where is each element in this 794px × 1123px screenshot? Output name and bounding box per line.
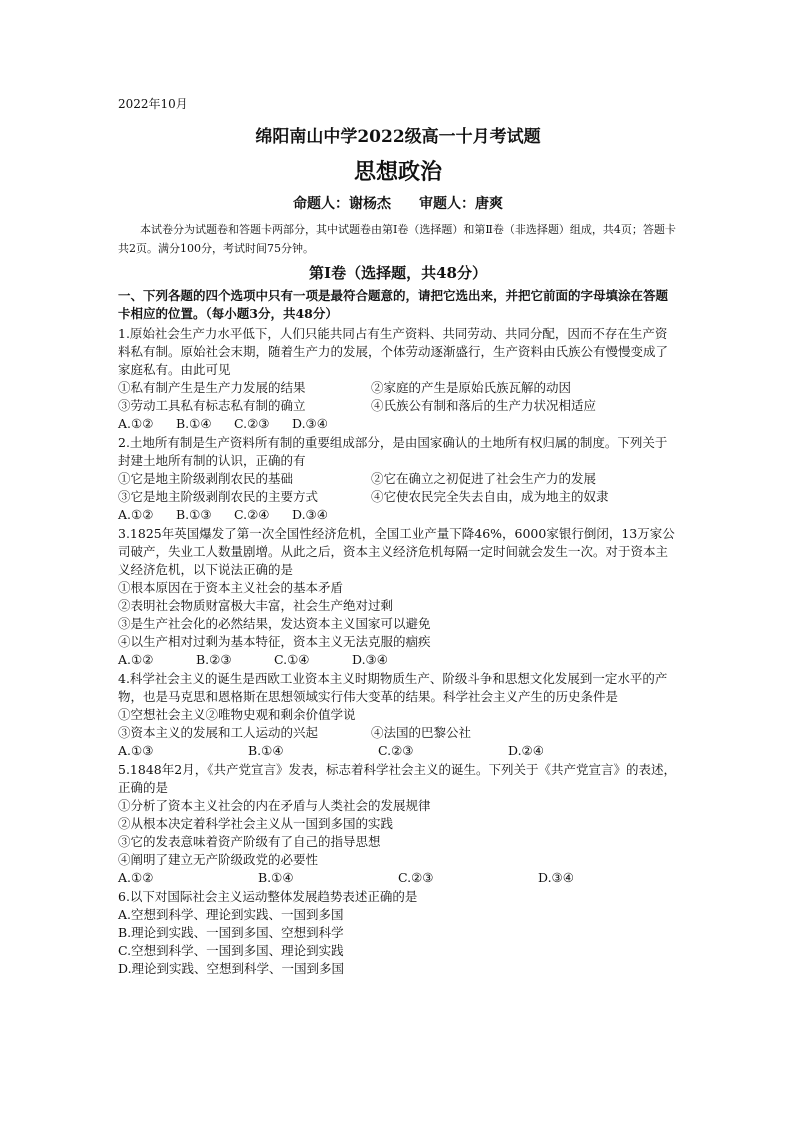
option: ④阐明了建立无产阶级政党的必要性 <box>118 852 319 867</box>
answer-choice: D.③④ <box>538 870 574 885</box>
answer-choice: D.③④ <box>292 507 328 522</box>
option: ②家庭的产生是原始氏族瓦解的动因 <box>371 380 572 395</box>
question-stem: 4.科学社会主义的诞生是西欧工业资本主义时期物质生产、阶级斗争和思想文化发展到一定水平的产物，也是马克思和恩格斯在思想领域实行伟大变革的结果。科学社会主义产生的历史条件是 <box>118 671 668 704</box>
part-title: 第Ⅰ卷（选择题，共48分） <box>309 264 487 282</box>
option-row <box>118 470 678 488</box>
answer-choices <box>118 415 678 433</box>
option: ③是生产社会化的必然结果，发达资本主义国家可以避免 <box>118 616 431 631</box>
answer-choice: A.①② <box>118 507 154 522</box>
answer-choice: B.①③ <box>176 507 212 522</box>
option-row <box>118 379 678 397</box>
question-2 <box>118 434 678 524</box>
option: ②表明社会物质财富极大丰富，社会生产绝对过剩 <box>118 598 394 613</box>
option: C.空想到科学、一国到多国、理论到实践 <box>118 943 344 958</box>
option: ①它是地主阶级剥削农民的基础 <box>118 471 294 486</box>
option: ④以生产相对过剩为基本特征，资本主义无法克服的痼疾 <box>118 634 431 649</box>
option-row <box>118 397 678 415</box>
answer-choices <box>118 742 678 760</box>
answer-choices <box>118 651 678 669</box>
answer-choice: D.②④ <box>508 743 544 758</box>
answer-choice: B.①④ <box>248 743 284 758</box>
reviewer: 审题人：唐爽 <box>419 196 503 212</box>
answer-choice: C.②④ <box>234 507 270 522</box>
answer-choices <box>118 869 678 887</box>
question-stem: 1.原始社会生产力水平低下，人们只能共同占有生产资料、共同劳动、共同分配，因而不存在生产资料私有制。原始社会末期，随着生产力的发展，个体劳动逐渐盛行，生产资料由氏族公有慢慢变成了家庭私有。由此可见 <box>118 326 669 377</box>
answer-choice: A.①② <box>118 870 154 885</box>
question-6 <box>118 888 678 978</box>
answer-choice: C.②③ <box>234 416 270 431</box>
option: A.空想到科学、理论到实践、一国到多国 <box>118 907 344 922</box>
question-4 <box>118 670 678 760</box>
option: ①空想社会主义②唯物史观和剩余价值学说 <box>118 707 356 722</box>
answer-choice: B.①④ <box>176 416 212 431</box>
exam-subject: 思想政治 <box>353 159 442 185</box>
answer-choice: C.②③ <box>398 870 434 885</box>
question-1 <box>118 325 678 433</box>
question-5 <box>118 761 678 887</box>
option: ③它是地主阶级剥削农民的主要方式 <box>118 489 319 504</box>
option: ③资本主义的发展和工人运动的兴起 <box>118 725 319 740</box>
answer-choice: B.①④ <box>258 870 294 885</box>
option: ②从根本决定着科学社会主义从一国到多国的实践 <box>118 816 394 831</box>
author: 命题人：谢杨杰 <box>293 196 391 212</box>
option: ④氏族公有制和落后的生产力状况相适应 <box>371 398 597 413</box>
answer-choice: C.②③ <box>378 743 414 758</box>
option-row <box>118 488 678 506</box>
answer-choice: A.①② <box>118 416 154 431</box>
exam-date: 2022年10月 <box>118 97 188 111</box>
answer-choice: C.①④ <box>274 652 310 667</box>
option: ①根本原因在于资本主义社会的基本矛盾 <box>118 580 344 595</box>
answer-choices <box>118 506 678 524</box>
exam-title: 绵阳南山中学2022级高一十月考试题 <box>255 127 541 147</box>
answer-choice: A.①② <box>118 652 154 667</box>
question-3 <box>118 525 678 669</box>
option: ③劳动工具私有标志私有制的确立 <box>118 398 306 413</box>
answer-choice: A.①③ <box>118 743 154 758</box>
exam-authors <box>118 194 678 214</box>
section-instructions: 一、下列各题的四个选项中只有一项是最符合题意的，请把它选出来，并把它前面的字母填涂在答题卡相应的位置。（每小题3分，共48分） <box>118 288 669 321</box>
option: ④它使农民完全失去自由，成为地主的奴隶 <box>371 489 609 504</box>
option-row <box>118 724 678 742</box>
option: B.理论到实践、一国到多国、空想到科学 <box>118 925 344 940</box>
option: ①分析了资本主义社会的内在矛盾与人类社会的发展规律 <box>118 798 431 813</box>
question-stem: 6.以下对国际社会主义运动整体发展趋势表述正确的是 <box>118 889 418 904</box>
answer-choice: B.②③ <box>196 652 232 667</box>
option: ①私有制产生是生产力发展的结果 <box>118 380 306 395</box>
option: ③它的发表意味着资产阶级有了自己的指导思想 <box>118 834 381 849</box>
exam-intro: 本试卷分为试题卷和答题卡两部分，其中试题卷由第Ⅰ卷（选择题）和第Ⅱ卷（非选择题）组成，共4页；答题卡共2页。满分100分，考试时间75分钟。 <box>118 223 676 255</box>
question-stem: 3.1825年英国爆发了第一次全国性经济危机，全国工业产量下降46%，6000家银行倒闭，13万家公司破产，失业工人数量剧增。从此之后，资本主义经济危机每隔一定时间就会发生一次。对于资本主义经济危机，以下说法正确的是 <box>118 526 675 577</box>
question-stem: 5.1848年2月，《共产党宣言》发表，标志着科学社会主义的诞生。下列关于《共产党宣言》的表述，正确的是 <box>118 762 676 795</box>
option: D.理论到实践、空想到科学、一国到多国 <box>118 961 345 976</box>
answer-choice: D.③④ <box>352 652 388 667</box>
option: ②它在确立之初促进了社会生产力的发展 <box>371 471 597 486</box>
option: ④法国的巴黎公社 <box>371 725 472 740</box>
question-stem: 2.土地所有制是生产资料所有制的重要组成部分，是由国家确认的土地所有权归属的制度。下列关于封建土地所有制的认识，正确的有 <box>118 435 668 468</box>
exam-page <box>118 96 678 978</box>
answer-choice: D.③④ <box>292 416 328 431</box>
